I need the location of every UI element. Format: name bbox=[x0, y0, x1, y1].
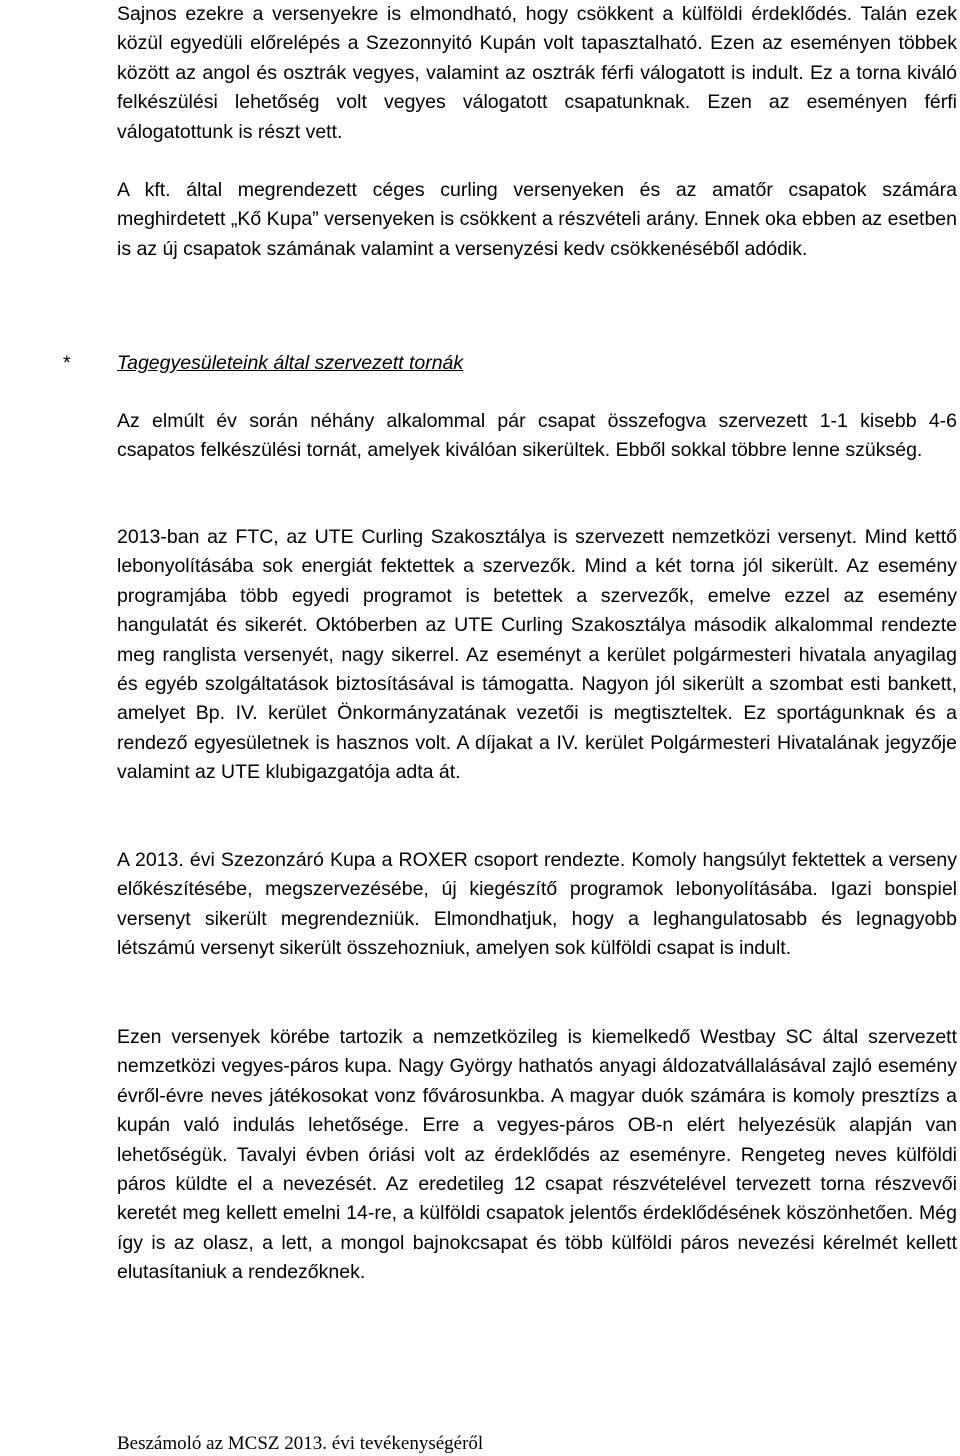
paragraph-kft-competitions bbox=[117, 176, 957, 264]
paragraph-ftc-ute bbox=[117, 523, 957, 788]
paragraph-text: Az elmúlt év során néhány alkalommal pár csapat összefogva szervezett 1-1 kisebb 4-6 csapatos felkészülési tornát, amelyek kiválóan sikerültek. Ebből sokkal többre lenne szükség. bbox=[117, 410, 957, 462]
paragraph-text: A 2013. évi Szezonzáró Kupa a ROXER csoport rendezte. Komoly hangsúlyt fektettek a verseny előkészítésébe, megszervezésébe, új kiegészítő programok lebonyolításába. Igazi bonspiel versenyt sikerült megrendezniük. Elmondhatjuk, hogy a leghangulatosabb és legnagyobb létszámú versenyt sikerült összehozniuk, amelyen sok külföldi csapat is indult. bbox=[117, 849, 957, 960]
bullet-marker: * bbox=[63, 352, 71, 374]
paragraph-text: Sajnos ezekre a versenyekre is elmondható, hogy csökkent a külföldi érdeklődés. Talán ezek közül egyedüli előrelépés a Szezonnyitó Kupán volt tapasztalható. Ezen az eseményen többek között az angol és osztrák vegyes, valamint az osztrák férfi válogatott is indult. Ez a torna kiváló felkészülési lehetőség volt vegyes válogatott csapatunknak. Ezen az eseményen férfi válogatottunk is részt vett. bbox=[117, 3, 957, 143]
paragraph-text: Ezen versenyek körébe tartozik a nemzetközileg is kiemelkedő Westbay SC által szervezett nemzetközi vegyes-páros kupa. Nagy György hathatós anyagi áldozatvállalásával zajló esemény évről-évre neves játékosokat vonz fővárosunkba. A magyar duók számára is komoly presztízs a kupán való indulás lehetősége. Erre a vegyes-páros OB-n elért helyezésük alapján van lehetőségük. Tavalyi évben óriási volt az érdeklődés az eseményre. Rengeteg neves külföldi páros küldte el a nevezését. Az eredetileg 12 csapat részvételével tervezett torna részvevői keretét meg kellett emelni 14-re, a külföldi csapatok jelentős érdeklődésének köszönhetően. Még így is az olasz, a lett, a mongol bajnokcsapat és több külföldi páros nevezési kérelmét kellett elutasítaniuk a rendezőknek. bbox=[117, 1026, 957, 1284]
paragraph-interest-decline bbox=[117, 0, 957, 147]
paragraph-text: 2013-ban az FTC, az UTE Curling Szakosztálya is szervezett nemzetközi versenyt. Mind kettő lebonyolításába sok energiát fektettek a szervezők. Mind a két torna jól sikerült. Az esemény programjába több egyedi programot is betettek a szervezők, emelve ezzel az esemény hangulatát és sikerét. Októberben az UTE Curling Szakosztálya második alkalommal rendezte meg ranglista versenyét, nagy sikerrel. Az eseményt a kerület polgármesteri hivatala anyagilag és egyéb szolgáltatások biztosításával is támogatta. Nagyon jól sikerült a szombat esti bankett, amelyet Bp. IV. kerület Önkormányzatának vezetői is megtiszteltek. Ez sportágunknak és a rendező egyesületnek is hasznos volt. A díjakat a IV. kerület Polgármesteri Hivatalának jegyzője valamint az UTE klubigazgatója adta át. bbox=[117, 526, 957, 784]
paragraph-text: A kft. által megrendezett céges curling versenyeken és az amatőr csapatok számára meghirdetett „Kő Kupa” versenyeken is csökkent a részvételi arány. Ennek oka ebben az esetben is az új csapatok számának valamint a versenyzési kedv csökkenéséből adódik. bbox=[117, 179, 957, 260]
page-footer: Beszámoló az MCSZ 2013. évi tevékenységéről bbox=[117, 1433, 484, 1454]
paragraph-small-tournaments bbox=[117, 407, 957, 466]
paragraph-season-closing-cup bbox=[117, 846, 957, 964]
section-heading bbox=[0, 348, 960, 378]
section-title: Tagegyesületeink által szervezett tornák bbox=[117, 352, 464, 374]
paragraph-westbay-cup bbox=[117, 1023, 957, 1288]
